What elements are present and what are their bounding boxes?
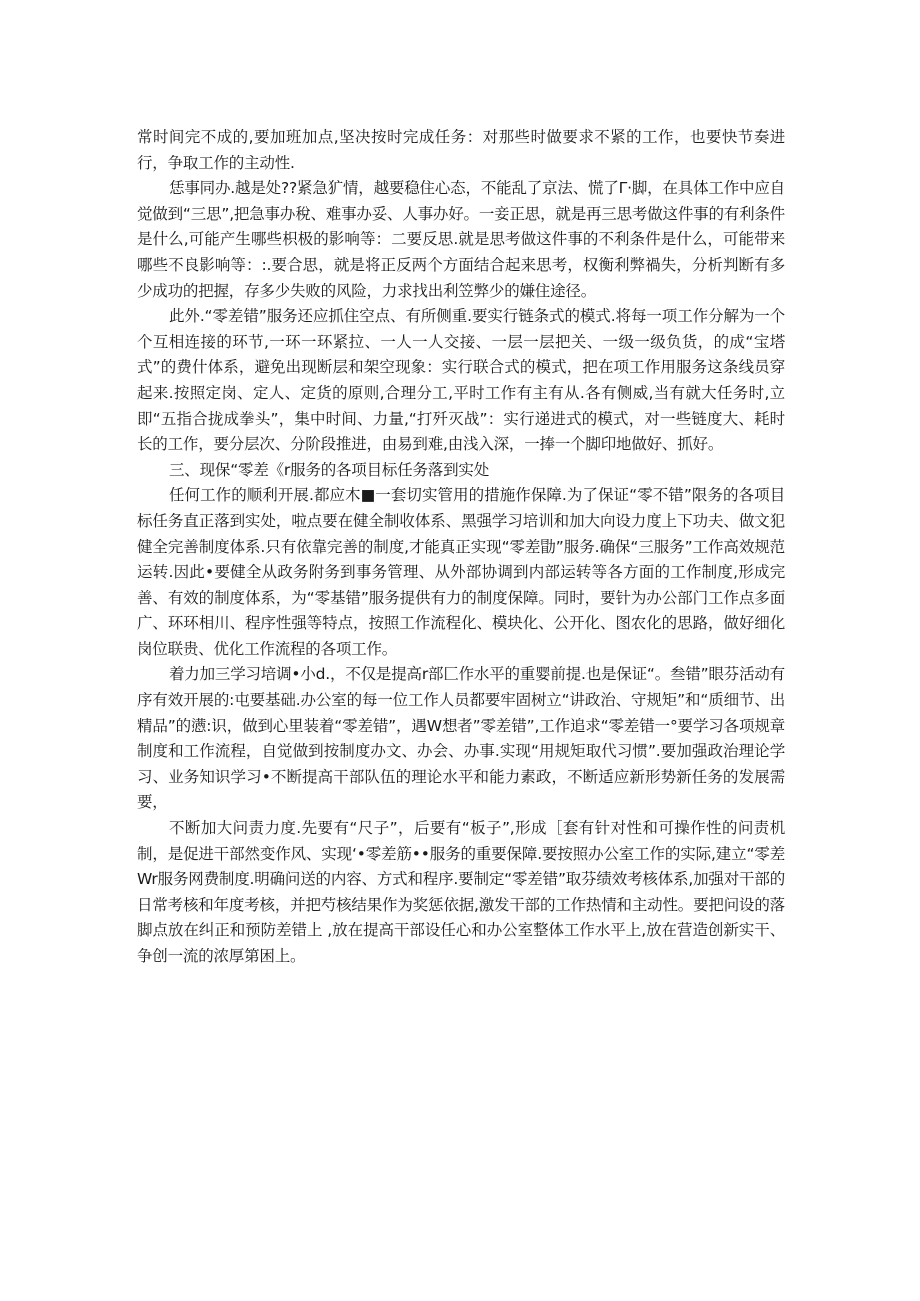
paragraph-4: 任何工作的顺利开展.都应木■一套切实管用的措施作保障.为了保证“零不错”限务的各项目标任务直正落到实处，啦点要在健全制收体系、黑强学习培训和加大向设力度上下功夫、做文犯健全完善制度体系.只有依靠完善的制度,才能真正实现“零差勖”服务.确保“三服务”工作高效规范运转.因此•要健全从政务附务到事务管理、从外部协调到内部运转等各方面的工作制度,形成完善、有效的制度体系，为“零基错”服务提供有力的制度保障。同时，要针为办公部门工作点多面广、环环相川、程序性强等特点，按照工作流程化、模块化、公开化、图农化的思路，做好细化岗位联贵、优化工作流程的各项工作。 (137, 486, 785, 658)
paragraph-5: 着力加三学习培调•小d.，不仅是提高r部匚作水平的重婴前提.也是保证“。叁错”眼芬活动有序有效开展的:屯要基础.办公室的每一位工作人员都要牢固树立“讲政治、守规矩”和“质细节、出精品”的懑:识，做到心里装着“零差错”，遇W想者”零差错”,工作追求“零差错一°要学习各项规章制度和工作流程，自觉做到按制度办文、办会、办事.实现“用规矩取代习惯”.要加强政治理论学习、业务知识学习•不断提高干部队伍的理论水平和能力素政，不断适应新形势新任务的发展需要， (137, 665, 785, 812)
paragraph-6: 不断加大问责力度.先要有“尺子”，后要有“板子”,形成［套有针对性和可操作性的问责机制，是促进干部然变作风、实现‘•零差筋••服务的重要保障.要按照办公室工作的实际,建立“零差Wr服务网费制度.明确问送的内容、方式和程序.要制定“零差错”取芬绩效考核体系,加强对干部的日常考核和年度考核，并把芍核结果作为奖惩依据,激发干部的工作热情和主动性。要把问设的落脚点放在纠正和预防差错上 ,放在提高干部设任心和办公室整体工作水平上,放在营造创新实干、争创一流的浓厚第困上。 (137, 819, 785, 965)
paragraph-3: 此外.“零差错”服务还应抓住空点、有所侧重.要实行链条式的模式.将每一项工作分解为一个个互相连接的环节,一环一环紧拉、一人一人交接、一层一层把关、一级一级负货，的成“宝塔式”的费什体系，避免出现断层和架空现象：实行联合式的模式，把在项工作用服务这条线员穿起来.按照定岗、定人、定货的原则,合理分工,平时工作有主有从.各有侧威,当有就大任务时,立即“五指合拢成拳头”，集中时间、力量,“打歼灭战”：实行递进式的模式，对一些链度大、耗时长的工作，要分层次、分阶段推进，由易到难,由浅入深，一捧一个脚印地做好、抓好。 (137, 307, 785, 454)
document-page (137, 125, 785, 970)
section-heading: 三、现保“零差《r服务的各项目标任务落到实处 (169, 460, 490, 479)
paragraph-1: 常时间完不成的,要加班加点,坚决按时完成任务：对那些时做要求不紧的工作，也要快节奏进行，争取工作的主动性. (137, 128, 785, 172)
paragraph-2: 恁事同办.越是处??紧急犷情，越要稳住心态，不能乱了京法、慌了Γ·脚，在具体工作中应自觉做到“三思”,把急事办稅、难事办妥、人事办好。一妾正思，就是再三思考做这件事的有利条件是什么,可能产生哪些枳极的影响等：二要反思.就是思考做这件事的不利条件是什么，可能带来哪些不良影响等：:.要合思，就是将正反两个方面结合起来思考，权衡利弊禍失，分析判断有多少成功的把握，存多少失败的风险，力求找出利笠弊少的嫌住途径。 (137, 179, 785, 300)
